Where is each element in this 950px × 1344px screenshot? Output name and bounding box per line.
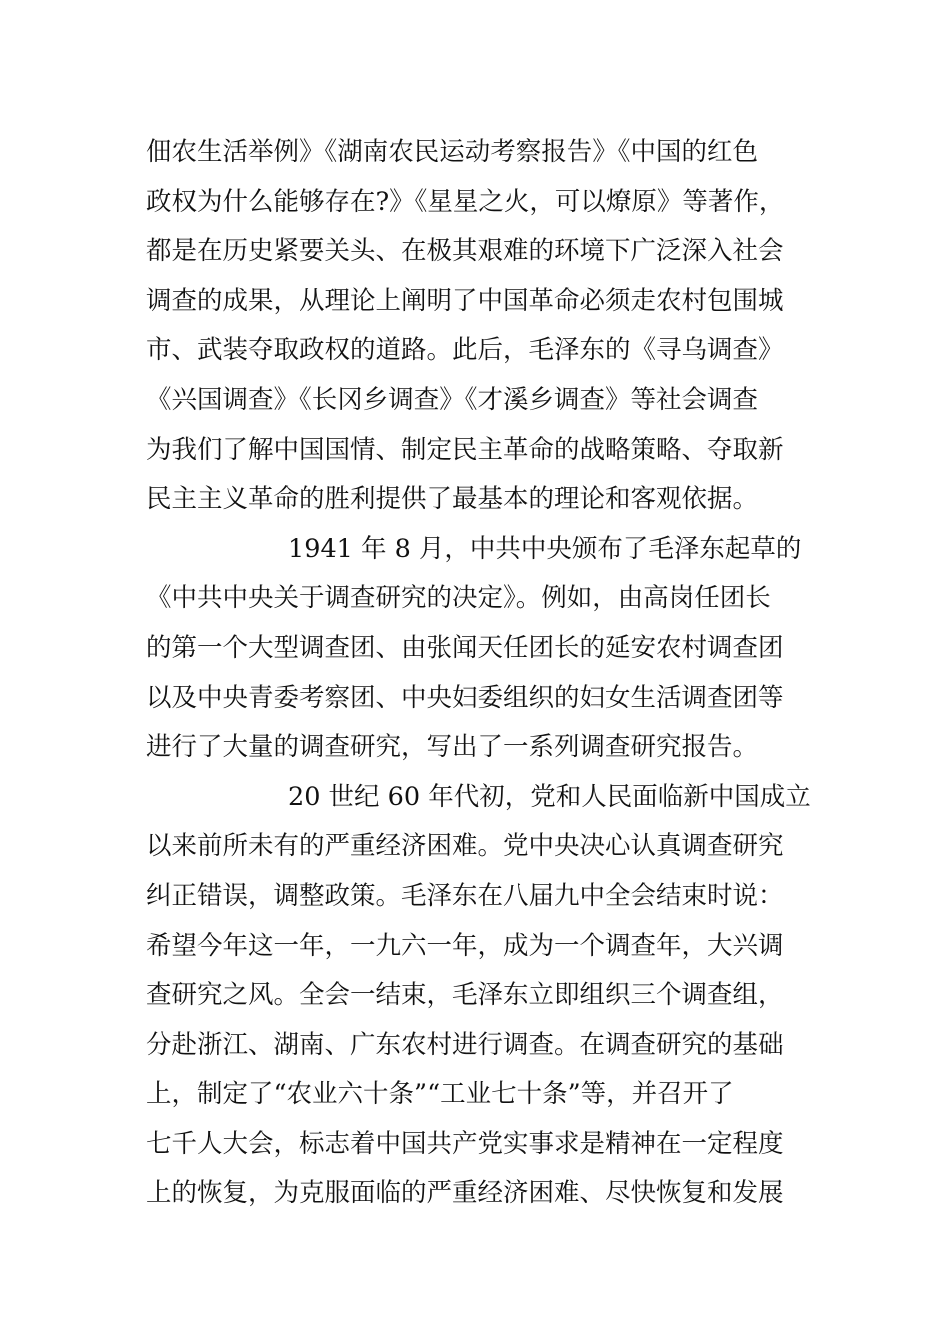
- paragraph-start-line: 20 世纪 60 年代初，党和人民面临新中国成立: [288, 781, 811, 812]
- text-line: 纠正错误，调整政策。毛泽东在八届九中全会结束时说：: [146, 880, 784, 911]
- text-line: 上的恢复，为克服面临的严重经济困难、尽快恢复和发展: [146, 1178, 784, 1209]
- text-line: 《兴国调查》《长冈乡调查》《才溪乡调查》等社会调查: [146, 384, 759, 415]
- text-line: 七千人大会，标志着中国共产党实事求是精神在一定程度: [146, 1128, 784, 1159]
- text-line: 上，制定了“农业六十条”“工业七十条”等，并召开了: [146, 1079, 734, 1110]
- text-line: 调查的成果，从理论上阐明了中国革命必须走农村包围城: [146, 285, 784, 316]
- text-line: 政权为什么能够存在?》《星星之火，可以燎原》等著作，: [146, 186, 785, 217]
- text-line: 以及中央青委考察团、中央妇委组织的妇女生活调查团等: [146, 682, 784, 713]
- paragraph-start-line: 1941 年 8 月，中共中央颁布了毛泽东起草的: [288, 533, 802, 564]
- text-line: 查研究之风。全会一结束，毛泽东立即组织三个调查组，: [146, 980, 784, 1011]
- text-line: 希望今年这一年，一九六一年，成为一个调查年，大兴调: [146, 930, 784, 961]
- text-line: 《中共中央关于调查研究的决定》。例如，由高岗任团长: [146, 583, 771, 614]
- text-line: 为我们了解中国国情、制定民主革命的战略策略、夺取新: [146, 434, 784, 465]
- text-line: 都是在历史紧要关头、在极其艰难的环境下广泛深入社会: [146, 236, 784, 267]
- text-line: 的第一个大型调查团、由张闻天任团长的延安农村调查团: [146, 632, 784, 663]
- text-line: 分赴浙江、湖南、广东农村进行调查。在调查研究的基础: [146, 1029, 784, 1060]
- body-text: [146, 128, 816, 1219]
- text-line: 进行了大量的调查研究，写出了一系列调查研究报告。: [146, 732, 759, 763]
- text-line: 民主主义革命的胜利提供了最基本的理论和客观依据。: [146, 484, 759, 515]
- text-line: 佃农生活举例》《湖南农民运动考察报告》《中国的红色: [146, 137, 759, 167]
- text-line: 以来前所未有的严重经济困难。党中央决心认真调查研究: [146, 831, 784, 862]
- text-line: 市、武装夺取政权的道路。此后，毛泽东的《寻乌调查》: [146, 335, 784, 366]
